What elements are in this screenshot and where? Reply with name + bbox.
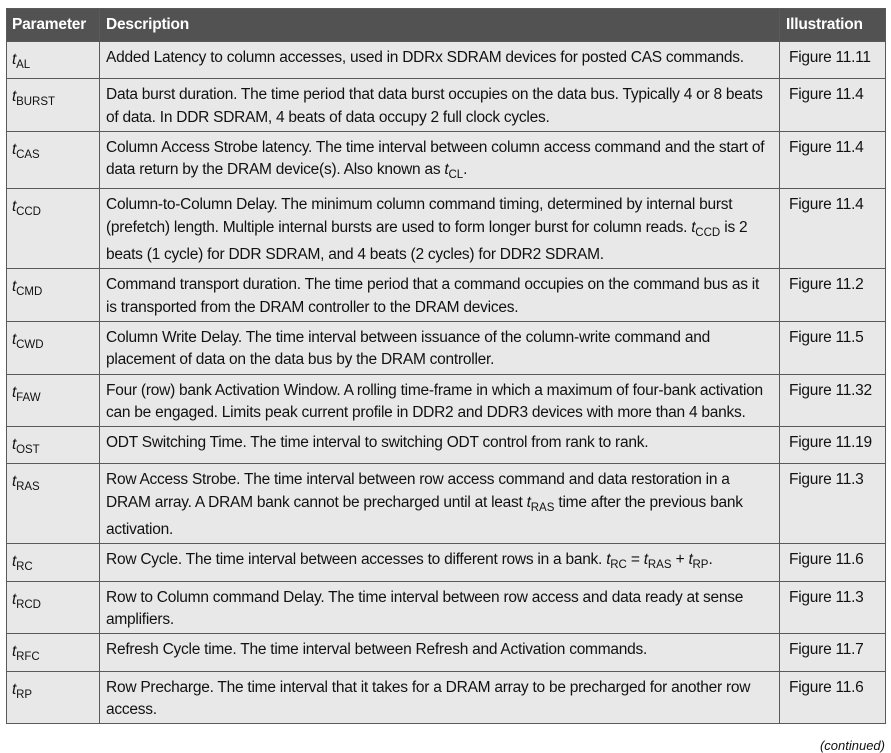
description-text: Command transport duration. The time period that a command occupies on the command bus as it is transported from the DRAM controller to the DRAM devices. [106,276,760,316]
illustration-cell: Figure 11.3 [780,581,886,634]
description-text: Column Write Delay. The time interval between issuance of the column-write command and placement of data on the data bus by the DRAM controller. [106,328,710,369]
description-cell [100,42,780,79]
description-text: Four (row) bank Activation Window. A rolling time-frame in which a maximum of four-bank activation can be engaged. Limits peak current profile in DDR2 and DDR3 devices with more than 4 banks. [106,381,763,421]
parameter-cell [7,671,100,724]
illustration-cell: Figure 11.3 [780,464,886,544]
table-row [7,671,886,724]
description-text: Row to Column command Delay. The time interval between row access and data ready at sense amplifiers. [106,588,744,628]
parameter-subscript: RCD [16,598,41,611]
description-text: . [708,551,713,569]
description-cell [100,544,780,581]
parameter-symbol: t [12,51,17,68]
parameter-subscript: CWD [16,338,44,351]
illustration-cell: Figure 11.11 [780,42,886,79]
inline-symbol: t [643,551,648,569]
description-cell [100,427,780,464]
parameter-subscript: FAW [16,391,41,404]
table-row [7,544,886,581]
description-text: Column-to-Column Delay. The minimum column command timing, determined by internal burst (prefetch) length. Multiple internal bursts are used to form longer burst for column reads. [106,196,733,236]
description-cell [100,79,780,132]
description-text: Refresh Cycle time. The time interval between Refresh and Activation commands. [106,641,648,659]
illustration-cell: Figure 11.6 [780,544,886,581]
illustration-cell: Figure 11.2 [780,269,886,322]
parameter-cell [7,634,100,671]
description-cell [100,189,780,269]
illustration-cell: Figure 11.4 [780,131,886,189]
parameter-symbol: t [12,553,17,571]
parameter-cell [7,464,100,544]
parameter-symbol: t [12,383,17,401]
description-text: Row Access Strobe. The time interval between row access command and data restoration in a DRAM array. A DRAM bank cannot be precharged until at least [106,471,730,511]
continued-note: (continued) [819,738,885,753]
parameter-symbol: t [12,198,17,216]
parameter-cell [7,269,100,322]
parameter-subscript: RP [16,688,33,701]
description-text: Row Precharge. The time interval that it takes for a DRAM array to be precharged for another row access. [106,678,751,718]
description-cell [100,464,780,544]
parameter-cell [7,427,100,464]
inline-subscript: RP [692,559,709,572]
illustration-cell: Figure 11.6 [780,671,886,724]
header-illustration: Illustration [780,9,886,42]
table-row [7,321,886,374]
parameter-subscript: OST [16,444,40,457]
table-row [7,374,886,427]
parameter-cell [7,131,100,189]
inline-symbol: t [444,161,449,179]
parameter-cell [7,581,100,634]
parameter-symbol: t [12,643,17,661]
description-text: . [463,161,468,179]
parameter-cell [7,544,100,581]
table-row [7,581,886,634]
illustration-cell: Figure 11.5 [780,321,886,374]
description-text: time after the previous bank activation. [106,493,743,539]
inline-subscript: RC [610,559,627,572]
parameter-cell [7,79,100,132]
table-row [7,427,886,464]
parameter-symbol: t [12,473,17,491]
parameter-subscript: CCD [16,206,41,219]
description-text: Column Access Strobe latency. The time interval between column access command and the start of data return by the DRAM device(s). Also known as [106,138,765,179]
header-parameter: Parameter [7,9,100,42]
parameter-symbol: t [12,680,17,698]
inline-symbol: t [526,493,531,511]
illustration-cell: Figure 11.7 [780,634,886,671]
description-text: Data burst duration. The time period that data burst occupies on the data bus. Typically 4 or 8 beats of data. In DDR SDRAM, 4 beats of data occupy 2 full clock cycles. [106,86,763,126]
description-text: Added Latency to column accesses, used in DDRx SDRAM devices for posted CAS commands. [106,49,744,66]
table-row [7,189,886,269]
header-row [7,9,886,42]
table-row [7,464,886,544]
parameter-subscript: RFC [16,651,40,664]
table-row [7,42,886,79]
description-cell [100,671,780,724]
parameter-subscript: BURST [16,96,56,109]
illustration-cell: Figure 11.32 [780,374,886,427]
inline-symbol: t [688,551,693,569]
inline-subscript: RAS [647,559,672,572]
parameter-subscript: AL [16,59,31,71]
inline-symbol: t [691,218,696,236]
parameter-subscript: CAS [16,148,40,161]
table-row [7,634,886,671]
parameter-subscript: RAS [16,481,40,494]
description-cell [100,634,780,671]
inline-subscript: CL [448,169,464,182]
inline-subscript: RAS [530,501,555,514]
parameter-subscript: RC [16,561,33,574]
parameter-subscript: CMD [16,286,43,299]
parameter-cell [7,189,100,269]
table-row [7,269,886,322]
parameter-symbol: t [12,88,17,106]
parameter-cell [7,374,100,427]
description-text: ODT Switching Time. The time interval to switching ODT control from rank to rank. [106,434,649,452]
parameter-cell [7,42,100,79]
description-text: = [626,551,644,569]
table-row [7,79,886,132]
timing-parameter-table [6,8,886,724]
illustration-cell: Figure 11.4 [780,189,886,269]
description-text: is 2 beats (1 cycle) for DDR SDRAM, and 4 beats (2 cycles) for DDR2 SDRAM. [106,218,748,264]
description-cell [100,269,780,322]
description-cell [100,131,780,189]
parameter-symbol: t [12,590,17,608]
parameter-cell [7,321,100,374]
inline-symbol: t [606,551,611,569]
description-cell [100,581,780,634]
parameter-symbol: t [12,436,17,454]
inline-subscript: CCD [695,226,721,239]
illustration-cell: Figure 11.19 [780,427,886,464]
header-description: Description [100,9,780,42]
description-cell [100,374,780,427]
illustration-cell: Figure 11.4 [780,79,886,132]
parameter-symbol: t [12,330,17,348]
parameter-symbol: t [12,140,17,158]
parameter-symbol: t [12,278,17,296]
table-row [7,131,886,189]
description-text: + [671,551,689,569]
description-cell [100,321,780,374]
description-text: Row Cycle. The time interval between accesses to different rows in a bank. [106,551,607,569]
